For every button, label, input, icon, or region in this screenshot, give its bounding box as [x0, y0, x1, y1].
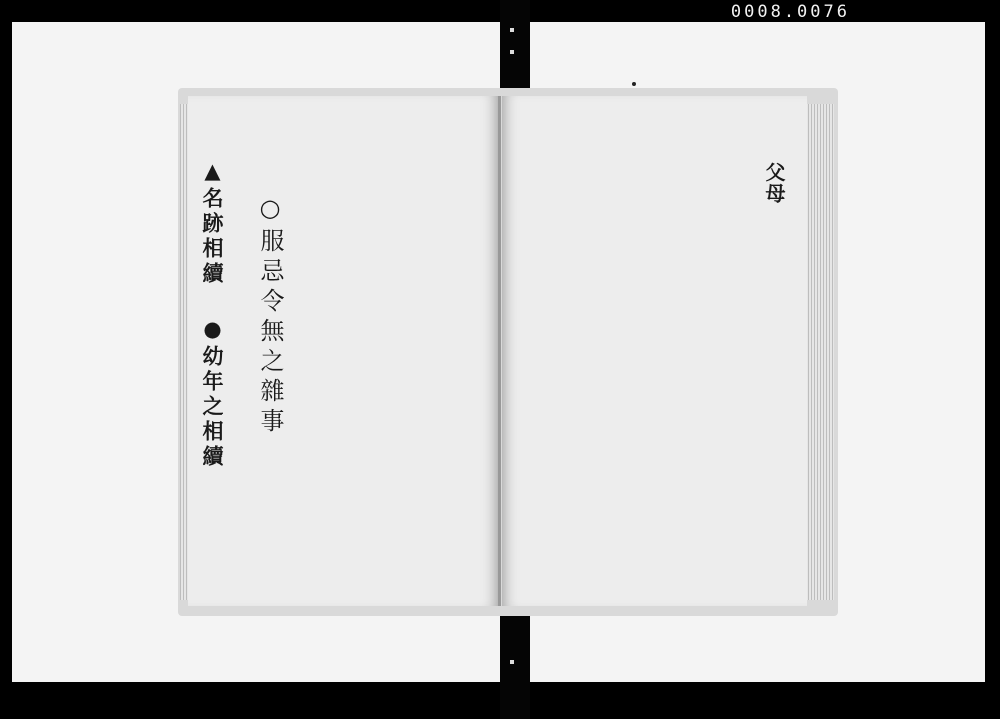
left-page [188, 96, 501, 606]
section-heading: ○服忌令無之雜事 [256, 194, 284, 438]
first-column-text: ▲名跡相續 ●幼年之相續 [200, 158, 225, 470]
page-mark [632, 82, 636, 86]
first-column-text: 父母 [762, 162, 786, 204]
frame-number: 0008.0076 [730, 2, 850, 22]
film-mark [510, 28, 514, 32]
film-mark [510, 660, 514, 664]
book-page-edges-right [806, 104, 834, 600]
film-mark [510, 50, 514, 54]
right-page [502, 96, 807, 606]
